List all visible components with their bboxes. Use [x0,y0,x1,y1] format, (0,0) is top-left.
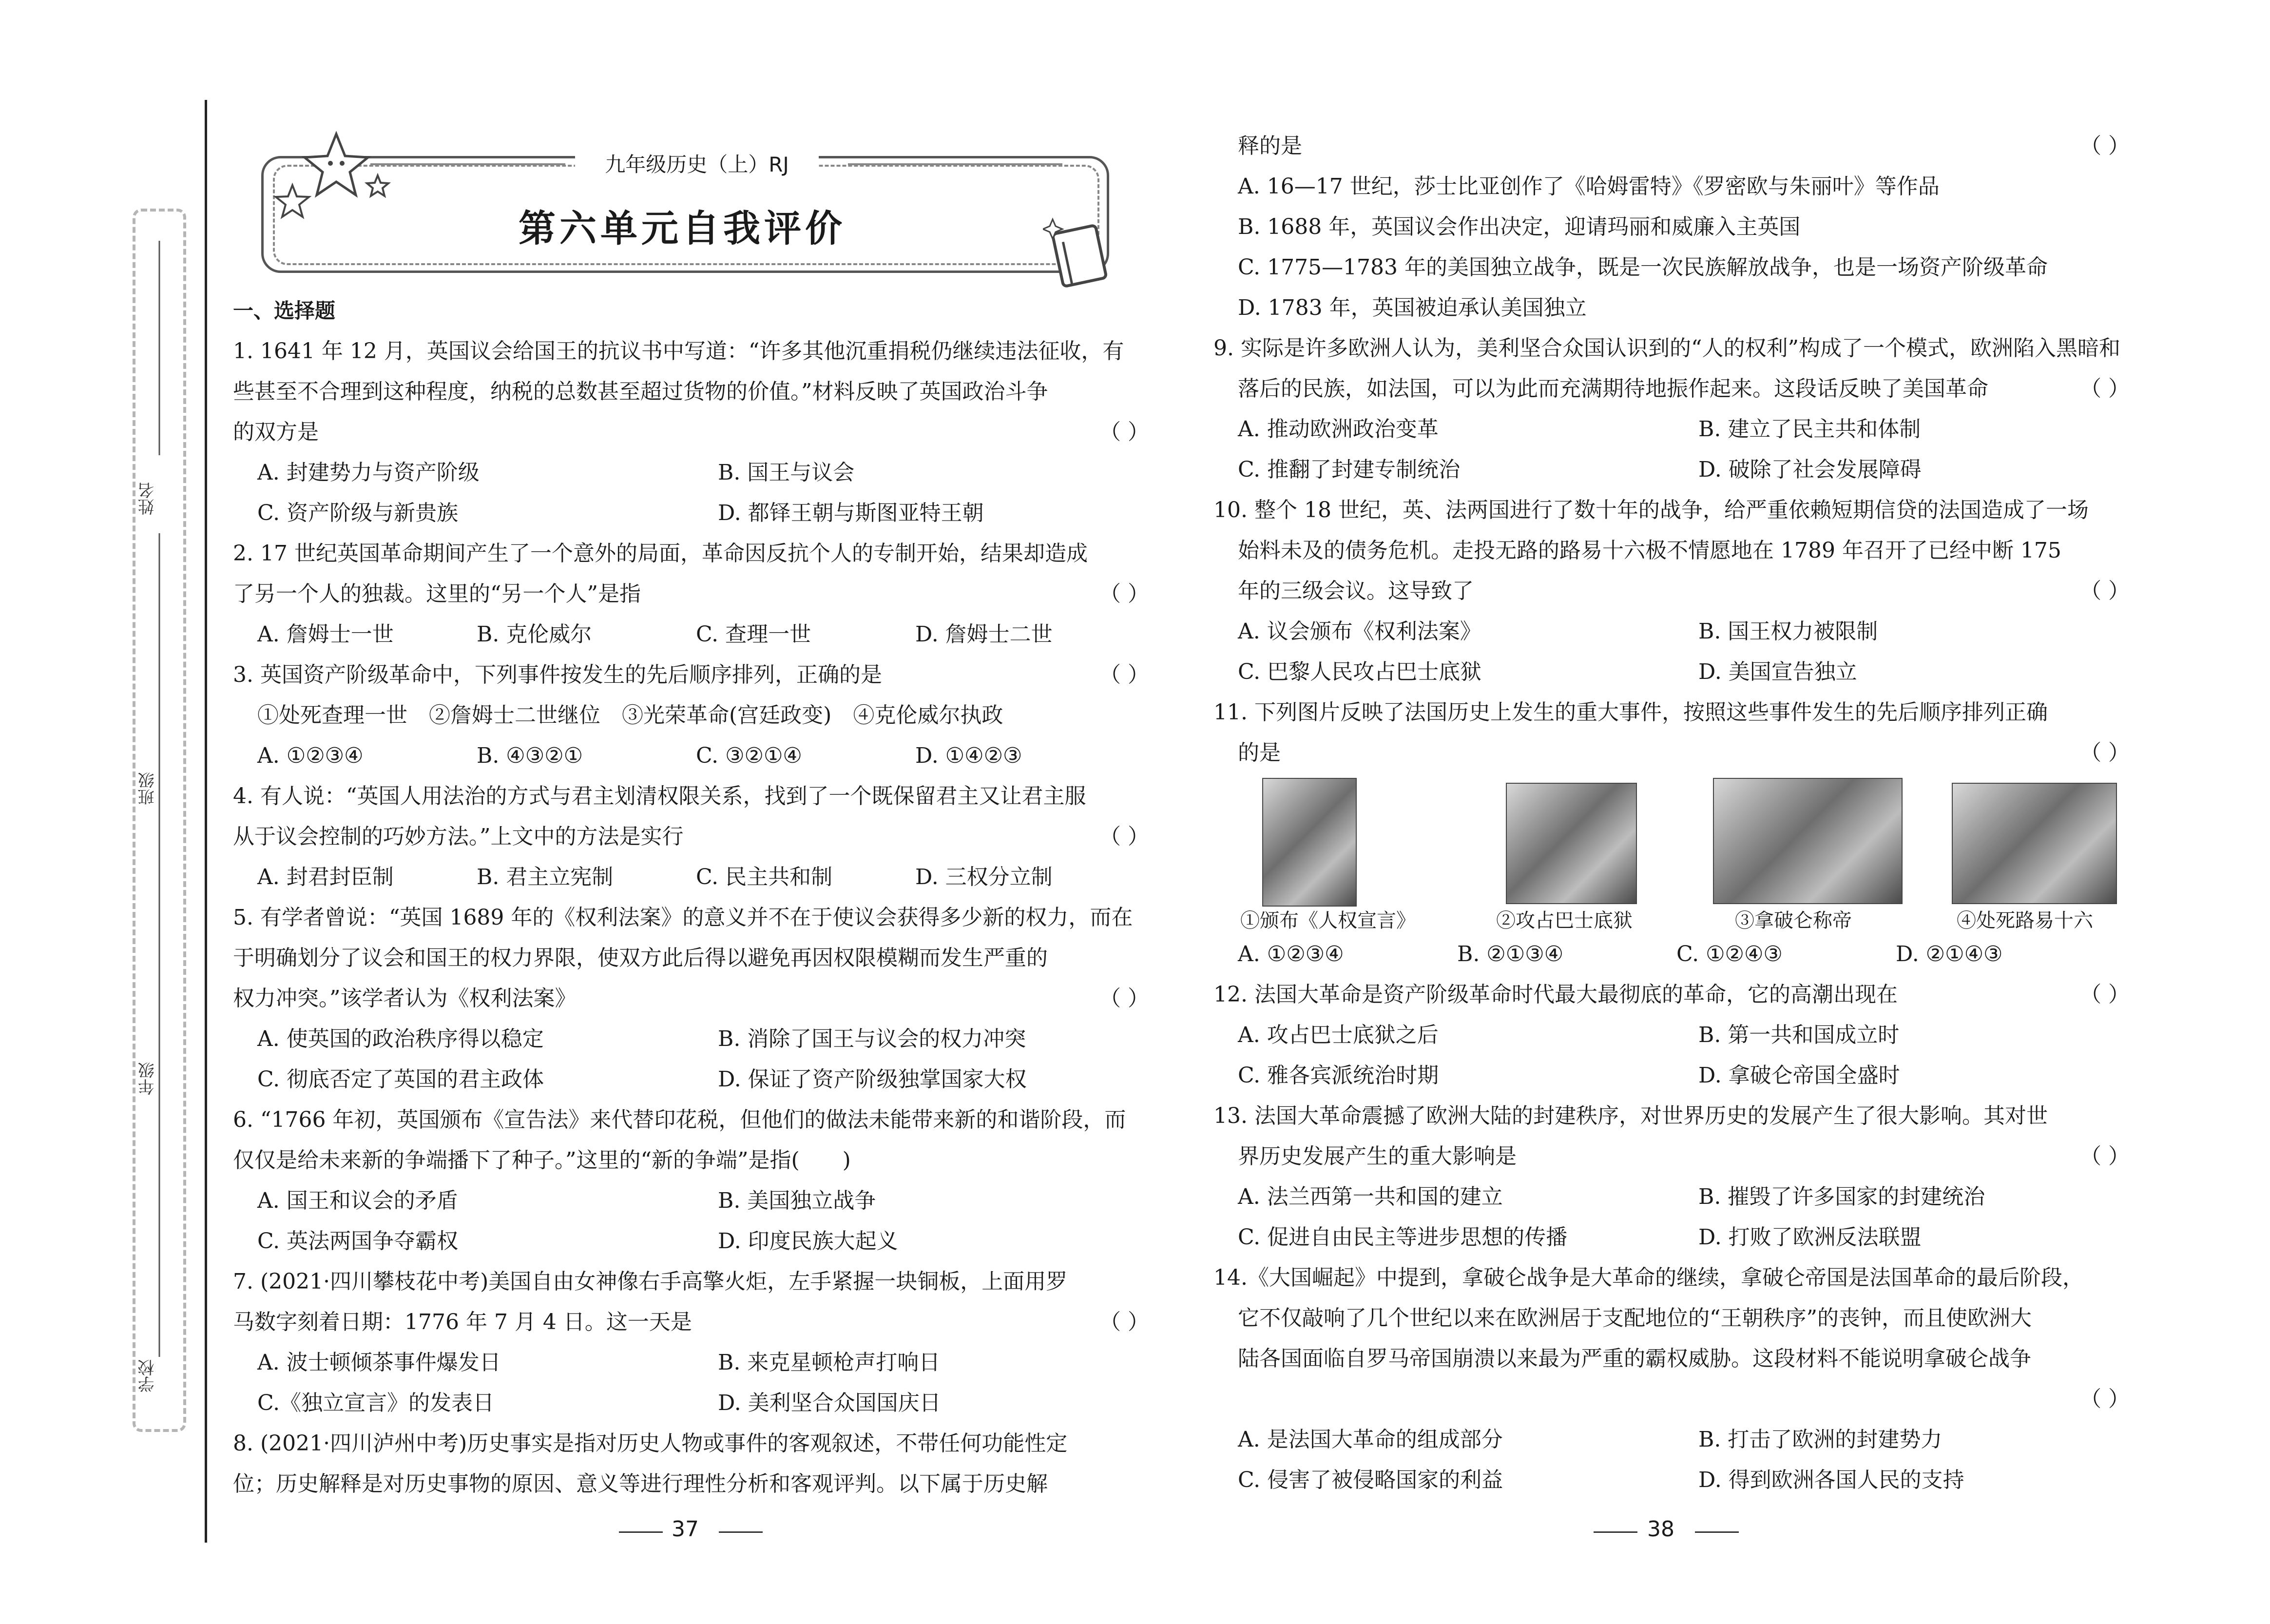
question-text: 6. “1766 年初，英国颁布《宣告法》来代替印花税，但他们的做法未能带来新的和谐阶段，而 [233,1107,1126,1132]
option[interactable]: A. 封君封臣制 [257,865,394,889]
answer-blank[interactable]: （ ） [1099,1310,1149,1334]
page-number-rule [619,1531,663,1533]
answer-blank[interactable]: （ ） [1099,420,1149,445]
grade-label: 年级 [138,1062,157,1095]
option[interactable]: B. 摧毁了许多国家的封建统治 [1698,1184,1985,1209]
page-number-rule [1695,1531,1739,1533]
option[interactable]: A. 国王和议会的矛盾 [257,1188,458,1213]
star-icon [273,183,312,222]
option[interactable]: A. 议会颁布《权利法案》 [1238,619,1481,644]
answer-blank[interactable]: （ ） [1099,986,1149,1011]
question-7 [233,1261,1149,1423]
question-text: 5. 有学者曾说：“英国 1689 年的《权利法案》的意义并不在于使议会获得多少新的权力，而在 [233,905,1133,930]
question-14 [1213,1257,2130,1500]
option[interactable]: C. 查理一世 [696,622,811,647]
question-text: 界历史发展产生的重大影响是 （ ） [1213,1136,2130,1177]
question-1 [233,331,1149,533]
option[interactable]: C. 促进自由民主等进步思想的传播 [1238,1225,1568,1250]
question-13 [1213,1096,2130,1257]
answer-blank[interactable]: （ ） [2080,579,2130,603]
answer-blank[interactable]: （ ） [1099,581,1149,606]
school-label: 学校 [138,1359,157,1392]
answer-blank[interactable]: （ ） [2080,1144,2130,1169]
option[interactable]: D. 得到欧洲各国人民的支持 [1698,1468,1964,1492]
option[interactable]: B. 1688 年，英国议会作出决定，迎请玛丽和威廉入主英国 [1238,214,1801,239]
banner-decor-line [370,163,565,165]
question-9 [1213,328,2130,490]
option[interactable]: A. 攻占巴士底狱之后 [1238,1023,1439,1047]
option[interactable]: C. 彻底否定了英国的君主政体 [257,1067,544,1092]
question-10 [1213,490,2130,692]
option[interactable]: D. ①④②③ [915,743,1022,768]
question-text: 陆各国面临自罗马帝国崩溃以来最为严重的霸权威胁。这段材料不能说明拿破仑战争 [1238,1346,2031,1371]
option[interactable]: A. 16—17 世纪，莎士比亚创作了《哈姆雷特》《罗密欧与朱丽叶》等作品 [1238,174,1940,199]
question-text: 些甚至不合理到这种程度，纳税的总数甚至超过货物的价值。”材料反映了英国政治斗争 [233,379,1048,404]
option[interactable]: C. ①②④③ [1676,942,1783,967]
question-text: 1. 1641 年 12 月，英国议会给国王的抗议书中写道：“许多其他沉重捐税仍继续违法征收，有 [233,339,1124,364]
option[interactable]: D. 破除了社会发展障碍 [1698,457,1922,482]
option[interactable]: A. 詹姆士一世 [257,622,394,647]
question-5 [233,897,1149,1100]
option[interactable]: A. ①②③④ [257,743,364,768]
page-number: 37 [672,1517,699,1542]
image-caption: ③拿破仑称帝 [1735,909,1852,932]
image-caption: ④处死路易十六 [1957,909,2093,932]
question-text: 始料未及的债务危机。走投无路的路易十六极不情愿地在 1789 年召开了已经中断 175 [1238,538,2061,563]
bastille-image [1506,783,1637,904]
answer-blank[interactable]: （ ） [2080,134,2130,158]
right-column [1213,126,2130,1500]
page-title: 第六单元自我评价 [519,207,846,250]
question-text: 于明确划分了议会和国王的权力界限，使双方此后得以避免再因权限模糊而发生严重的 [233,946,1048,970]
option[interactable]: C. 1775—1783 年的美国独立战争，既是一次民族解放战争，也是一场资产阶级革命 [1238,255,2048,280]
question-text: 3. 英国资产阶级革命中，下列事件按发生的先后顺序排列，正确的是 （ ） [233,655,1149,695]
question-text: 10. 整个 18 世纪，英、法两国进行了数十年的战争，给严重依赖短期信贷的法国造成了一场 [1213,498,2089,522]
option[interactable]: D. 1783 年，英国被迫承认美国独立 [1238,295,1587,320]
option[interactable]: C. 英法两国争夺霸权 [257,1229,459,1254]
option[interactable]: A. 使英国的政治秩序得以稳定 [257,1026,544,1051]
class-label: 班级 [138,772,157,805]
option[interactable]: D. 詹姆士二世 [915,622,1053,647]
option[interactable]: C. 推翻了封建专制统治 [1238,457,1461,482]
answer-blank[interactable]: （ ） [1099,662,1149,687]
option[interactable]: B. 君主立宪制 [477,865,614,889]
answer-blank[interactable]: （ ） [2080,1387,2130,1411]
question-text: 仅仅是给未来新的争端播下了种子。”这里的“新的争端”是指( ) [233,1148,851,1173]
question-text: 权力冲突。”该学者认为《权利法案》 （ ） [233,978,1149,1019]
question-text: 位；历史解释是对历史事物的原因、意义等进行理性分析和客观评判。以下属于历史解 [233,1471,1048,1496]
question-text: 9. 实际是许多欧洲人认为，美利坚合众国认识到的“人的权利”构成了一个模式，欧洲陷入黑暗和 [1213,336,2120,361]
question-3 [233,655,1149,776]
question-4 [233,776,1149,897]
option[interactable]: B. 打击了欧洲的封建势力 [1698,1427,1943,1452]
image-caption: ①颁布《人权宣言》 [1240,909,1416,932]
question-8 [233,1423,1149,1504]
banner-subtitle: 九年级历史（上）RJ [575,149,819,178]
question-text: 马数字刻着日期：1776 年 7 月 4 日。这一天是 （ ） [233,1302,1149,1342]
option[interactable]: D. 美国宣告独立 [1698,659,1857,684]
question-6 [233,1100,1149,1261]
option[interactable]: C.《独立宣言》的发表日 [257,1391,495,1415]
name-underline [159,241,160,455]
option[interactable]: C. ③②①④ [696,743,802,768]
option[interactable]: D. 印度民族大起义 [718,1229,898,1254]
option[interactable]: A. ①②③④ [1238,942,1344,967]
question-text: 13. 法国大革命震撼了欧洲大陆的封建秩序，对世界历史的发展产生了很大影响。其对世 [1213,1103,2048,1128]
question-text: 从于议会控制的巧妙方法。”上文中的方法是实行 （ ） [233,816,1149,857]
question-11 [1213,692,2130,974]
option[interactable]: C. 民主共和制 [696,865,833,889]
page-number-rule [719,1531,763,1533]
option[interactable]: D. ②①④③ [1896,942,2003,967]
question-text: 14.《大国崛起》中提到，拿破仑战争是大革命的继续，拿破仑帝国是法国革命的最后阶段， [1213,1265,2084,1290]
option[interactable]: D. 美利坚合众国国庆日 [718,1391,941,1415]
page-number-rule [1594,1531,1637,1533]
question-text: 的是 （ ） [1213,733,2130,773]
answer-blank[interactable]: （ ） [2080,982,2130,1007]
option[interactable]: B. 克伦威尔 [477,622,592,647]
coronation-image [1713,778,1903,904]
option[interactable]: B. 消除了国王与议会的权力冲突 [718,1026,1026,1051]
question-12 [1213,974,2130,1096]
image-caption: ②攻占巴士底狱 [1496,909,1633,932]
left-column [233,290,1149,1504]
question-text: 2. 17 世纪英国革命期间产生了一个意外的局面，革命因反抗个人的专制开始，结果却造成 [233,541,1088,566]
option[interactable]: B. 国王权力被限制 [1698,619,1878,644]
question-2 [233,533,1149,655]
question-text: 落后的民族，如法国，可以为此而充满期待地振作起来。这段话反映了美国革命 （ ） [1213,368,2130,409]
declaration-image [1262,778,1357,907]
option[interactable]: A. 推动欧洲政治变革 [1238,417,1439,442]
question-text: 年的三级会议。这导致了 （ ） [1213,571,2130,611]
option[interactable]: C. 资产阶级与新贵族 [257,501,459,525]
banner-decor-line [848,163,1062,165]
option[interactable]: D. 保证了资产阶级独掌国家大权 [718,1067,1027,1092]
question-text: 的双方是 （ ） [233,412,1149,452]
picture-row [1213,773,2130,934]
option[interactable]: B. ②①③④ [1457,942,1564,967]
question-text: 了另一个人的独裁。这里的“另一个人”是指 （ ） [233,574,1149,614]
answer-blank[interactable]: （ ） [1099,824,1149,849]
option[interactable]: A. 封建势力与资产阶级 [257,460,480,485]
question-text: 它不仅敲响了几个世纪以来在欧洲居于支配地位的“王朝秩序”的丧钟，而且使欧洲大 [1238,1306,2032,1331]
answer-blank[interactable]: （ ） [2080,376,2130,401]
question-8-continued [1213,126,2130,328]
option[interactable]: D. 三权分立制 [915,865,1053,889]
option[interactable]: D. 打败了欧洲反法联盟 [1698,1225,1922,1250]
execution-image [1952,783,2117,904]
question-text: 8. (2021·四川泸州中考)历史事实是指对历史人物或事件的客观叙述，不带任何功能性定 [233,1431,1068,1456]
question-text: 12. 法国大革命是资产阶级革命时代最大最彻底的革命，它的高潮出现在 （ ） [1213,974,2130,1015]
book-icon [1043,210,1116,288]
answer-line [1213,1379,2130,1419]
option[interactable]: C. 雅各宾派统治时期 [1238,1063,1439,1088]
question-items: ①处死查理一世 ②詹姆士二世继位 ③光荣革命(宫廷政变) ④克伦威尔执政 [257,703,1003,728]
option[interactable]: A. 法兰西第一共和国的建立 [1238,1184,1503,1209]
option[interactable]: B. 建立了民主共和体制 [1698,417,1921,442]
page-number: 38 [1647,1517,1674,1542]
option[interactable]: A. 是法国大革命的组成部分 [1238,1427,1503,1452]
section-heading: 一、选择题 [233,299,336,323]
option[interactable]: B. ④③②① [477,743,583,768]
option[interactable]: D. 都铎王朝与斯图亚特王朝 [718,501,984,525]
answer-blank[interactable]: （ ） [2080,740,2130,765]
binding-strip [133,209,186,1432]
question-text: 4. 有人说：“英国人用法治的方式与君主划清权限关系，找到了一个既保留君主又让君主服 [233,784,1086,809]
name-label: 姓名 [138,482,157,515]
question-text: 释的是 （ ） [1213,126,2130,166]
school-underline [159,1113,160,1357]
option[interactable]: B. 美国独立战争 [718,1188,876,1213]
option[interactable]: B. 第一共和国成立时 [1698,1023,1900,1047]
question-text: 7. (2021·四川攀枝花中考)美国自由女神像右手高擎火炬，左手紧握一块铜板，上面用罗 [233,1269,1068,1294]
option[interactable]: B. 来克星顿枪声打响日 [718,1350,941,1375]
page-divider [205,100,207,1543]
star-icon [297,129,395,207]
option[interactable]: C. 侵害了被侵略国家的利益 [1238,1468,1503,1492]
question-text: 11. 下列图片反映了法国历史上发生的重大事件，按照这些事件发生的先后顺序排列正确 [1213,700,2048,725]
option[interactable]: A. 波士顿倾茶事件爆发日 [257,1350,501,1375]
option[interactable]: C. 巴黎人民攻占巴士底狱 [1238,659,1482,684]
option[interactable]: D. 拿破仑帝国全盛时 [1698,1063,1900,1088]
option[interactable]: B. 国王与议会 [718,460,855,485]
